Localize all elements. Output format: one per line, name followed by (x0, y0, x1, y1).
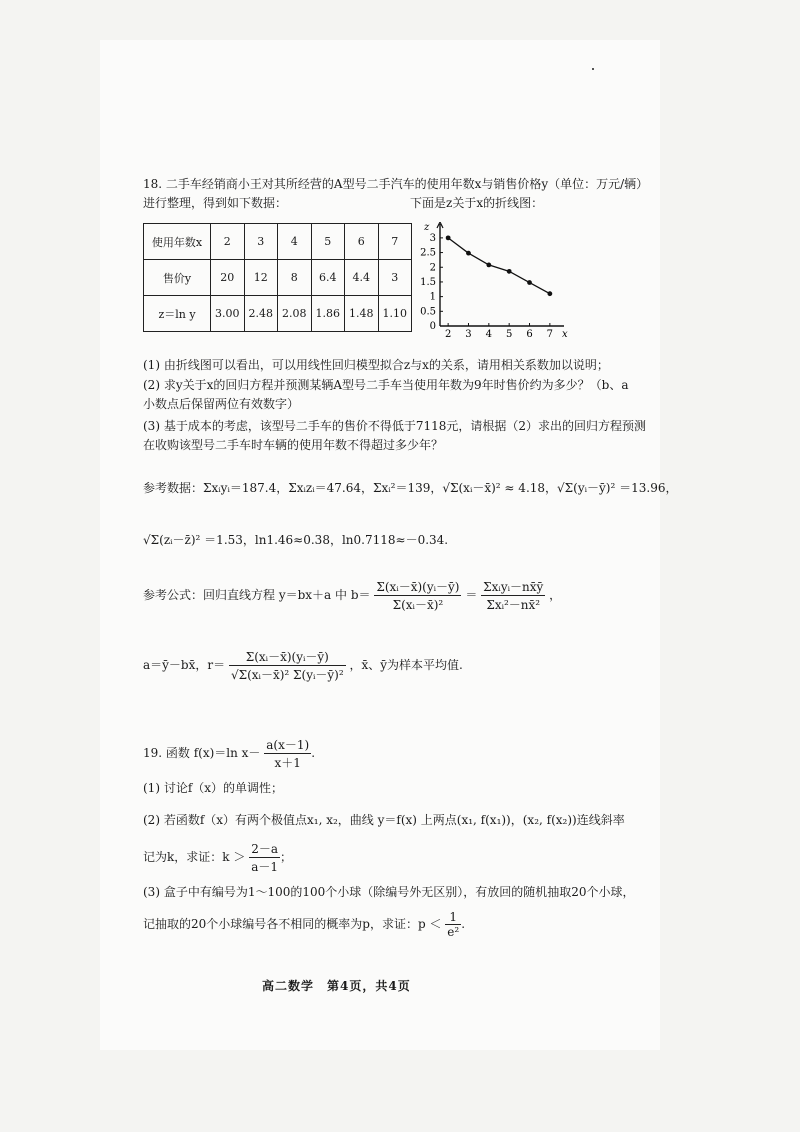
y-tick-label: 1.5 (420, 276, 436, 288)
table-cell: 3 (378, 260, 412, 296)
q19-sub1: (1) 讨论f（x）的单调性； (143, 781, 284, 795)
data-point (466, 251, 471, 256)
scan-speck (592, 68, 594, 70)
b-denominator-2: Σxᵢ²－nx̄² (486, 598, 541, 612)
table-row (144, 224, 412, 260)
q19-sub2b-prefix: 记为k，求证：k ＞ (143, 850, 246, 864)
table-cell: 3 (244, 224, 278, 260)
q19-sub2-num: 2－a (251, 842, 278, 856)
data-point (547, 291, 552, 296)
table-cell: 1.48 (345, 296, 379, 332)
r-formula-line (143, 648, 463, 683)
comma: ， (549, 588, 562, 602)
table-cell: 2.08 (278, 296, 312, 332)
data-point (486, 263, 491, 268)
q19-fraction (264, 736, 311, 771)
q18-line2: 进行整理，得到如下数据： (143, 196, 288, 210)
table-cell: 12 (244, 260, 278, 296)
data-point (527, 280, 532, 285)
q18-sub3a: (3) 基于成本的考虑，该型号二手车的售价不得低于7118元，请根据（2）求出的回归方程预测 (143, 419, 646, 433)
r-fraction (229, 648, 346, 683)
b-denominator-1: Σ(xᵢ－x̄)² (392, 598, 444, 612)
x-tick-label: 7 (546, 329, 554, 340)
q18-sub2a: (2) 求y关于x的回归方程并预测某辆A型号二手车当使用年数为9年时售价约为多少？（b、a (143, 378, 629, 392)
ref-data-values-1: Σxᵢyᵢ＝187.4，Σxᵢzᵢ＝47.64，Σxᵢ²＝139，√Σ(xᵢ－x̄)² ≈ 4.18，√Σ(yᵢ－ȳ)² ＝13.96， (203, 481, 678, 495)
ref-data-line2: √Σ(zᵢ－z̄)² ＝1.53，ln1.46≈0.38，ln0.7118≈－0.34. (143, 533, 449, 547)
page-footer: 高二数学 第4页，共4页 (262, 979, 411, 993)
ref-data-line1 (143, 479, 677, 496)
series-line (448, 238, 550, 294)
q19-sub2-den: a－1 (251, 860, 278, 874)
table-cell: 6.4 (311, 260, 345, 296)
table-row-label: 售价y (144, 260, 211, 296)
q19-sub3a: (3) 盒子中有编号为1～100的100个小球（除编号外无区别），有放回的随机抽取20个小球， (143, 885, 635, 899)
x-tick-label: 5 (505, 329, 513, 340)
x-tick-label: 2 (444, 329, 452, 340)
r-numerator: Σ(xᵢ－x̄)(yᵢ－ȳ) (229, 648, 346, 666)
table-cell: 6 (345, 224, 379, 260)
q18-line1: 18. 二手车经销商小王对其所经营的A型号二手汽车的使用年数x与销售价格y（单位：万元/辆） (143, 177, 649, 191)
q19-sub3-den: e² (447, 925, 460, 939)
data-point (507, 269, 512, 274)
table-cell: 1.86 (311, 296, 345, 332)
x-axis-label: x (562, 329, 568, 340)
period: . (461, 917, 466, 931)
b-fraction-2 (481, 578, 545, 613)
y-tick-label: 2 (429, 262, 436, 274)
q19-sub2a: (2) 若函数f（x）有两个极值点x₁, x₂，曲线 y＝f(x) 上两点(x₁, f(x₁))，(x₂, f(x₂))连线斜率 (143, 813, 625, 827)
table-row (144, 296, 412, 332)
ref-data-label: 参考数据： (143, 481, 204, 495)
q18-sub3b: 在收购该型号二手车时车辆的使用年数不得超过多少年？ (143, 438, 444, 452)
table-cell: 1.10 (378, 296, 412, 332)
q19-stem-prefix: 19. 函数 f(x)＝ln x－ (143, 746, 261, 760)
a-formula: a＝ȳ－bx̄，r＝ (143, 658, 226, 672)
q19-sub2-fraction (249, 840, 280, 875)
table-cell: 4 (278, 224, 312, 260)
table-cell: 20 (211, 260, 245, 296)
q19-sub3-fraction (445, 910, 461, 939)
r-denominator: √Σ(xᵢ－x̄)² Σ(yᵢ－ȳ)² (230, 668, 344, 682)
equals-sign: ＝ (465, 588, 478, 602)
q19-frac-num: a(x－1) (266, 738, 310, 752)
table-cell: 5 (311, 224, 345, 260)
z-x-line-chart (418, 222, 568, 340)
y-tick-label: 0.5 (420, 306, 436, 318)
q18-sub2b: 小数点后保留两位有效数字） (143, 397, 300, 411)
period: . (311, 746, 316, 760)
y-tick-label: 0 (429, 321, 436, 332)
table-cell: 4.4 (345, 260, 379, 296)
q19-frac-den: x＋1 (274, 756, 301, 770)
q18-sub1: (1) 由折线图可以看出，可以用线性回归模型拟合z与x的关系，请用相关系数加以说明； (143, 358, 609, 372)
q19-sub3-num: 1 (445, 910, 461, 925)
chart-caption: 下面是z关于x的折线图： (410, 196, 544, 210)
table-row (144, 260, 412, 296)
y-tick-label: 1 (429, 291, 436, 303)
b-numerator-2: Σxᵢyᵢ－nx̄ȳ (483, 580, 544, 594)
x-tick-label: 3 (465, 329, 472, 340)
q19-stem (143, 736, 315, 771)
table-cell: 8 (278, 260, 312, 296)
b-fraction-1 (374, 578, 461, 613)
q19-sub2b (143, 840, 292, 875)
table-row-label: 使用年数x (144, 224, 211, 260)
semicolon: ； (279, 850, 292, 864)
x-tick-label: 4 (485, 329, 493, 340)
y-axis-label: z (424, 222, 430, 233)
mean-note: ，x̄、ȳ为样本平均值. (349, 658, 463, 672)
table-cell: 3.00 (211, 296, 245, 332)
table-cell: 2 (211, 224, 245, 260)
table-row-label: z＝ln y (144, 296, 211, 332)
x-tick-label: 6 (526, 329, 533, 340)
b-numerator-1: Σ(xᵢ－x̄)(yᵢ－ȳ) (376, 580, 460, 594)
y-tick-label: 2.5 (420, 247, 436, 259)
table-cell: 7 (378, 224, 412, 260)
q19-sub3b (143, 910, 465, 939)
ref-formula-label: 参考公式：回归直线方程 y＝bx＋a 中 b＝ (143, 588, 371, 602)
data-table (143, 223, 412, 332)
table-cell: 2.48 (244, 296, 278, 332)
data-point (446, 235, 451, 240)
y-tick-label: 3 (429, 232, 436, 244)
q19-sub3b-prefix: 记抽取的20个小球编号各不相同的概率为p，求证：p ＜ (143, 917, 442, 931)
ref-formula-line (143, 578, 561, 613)
